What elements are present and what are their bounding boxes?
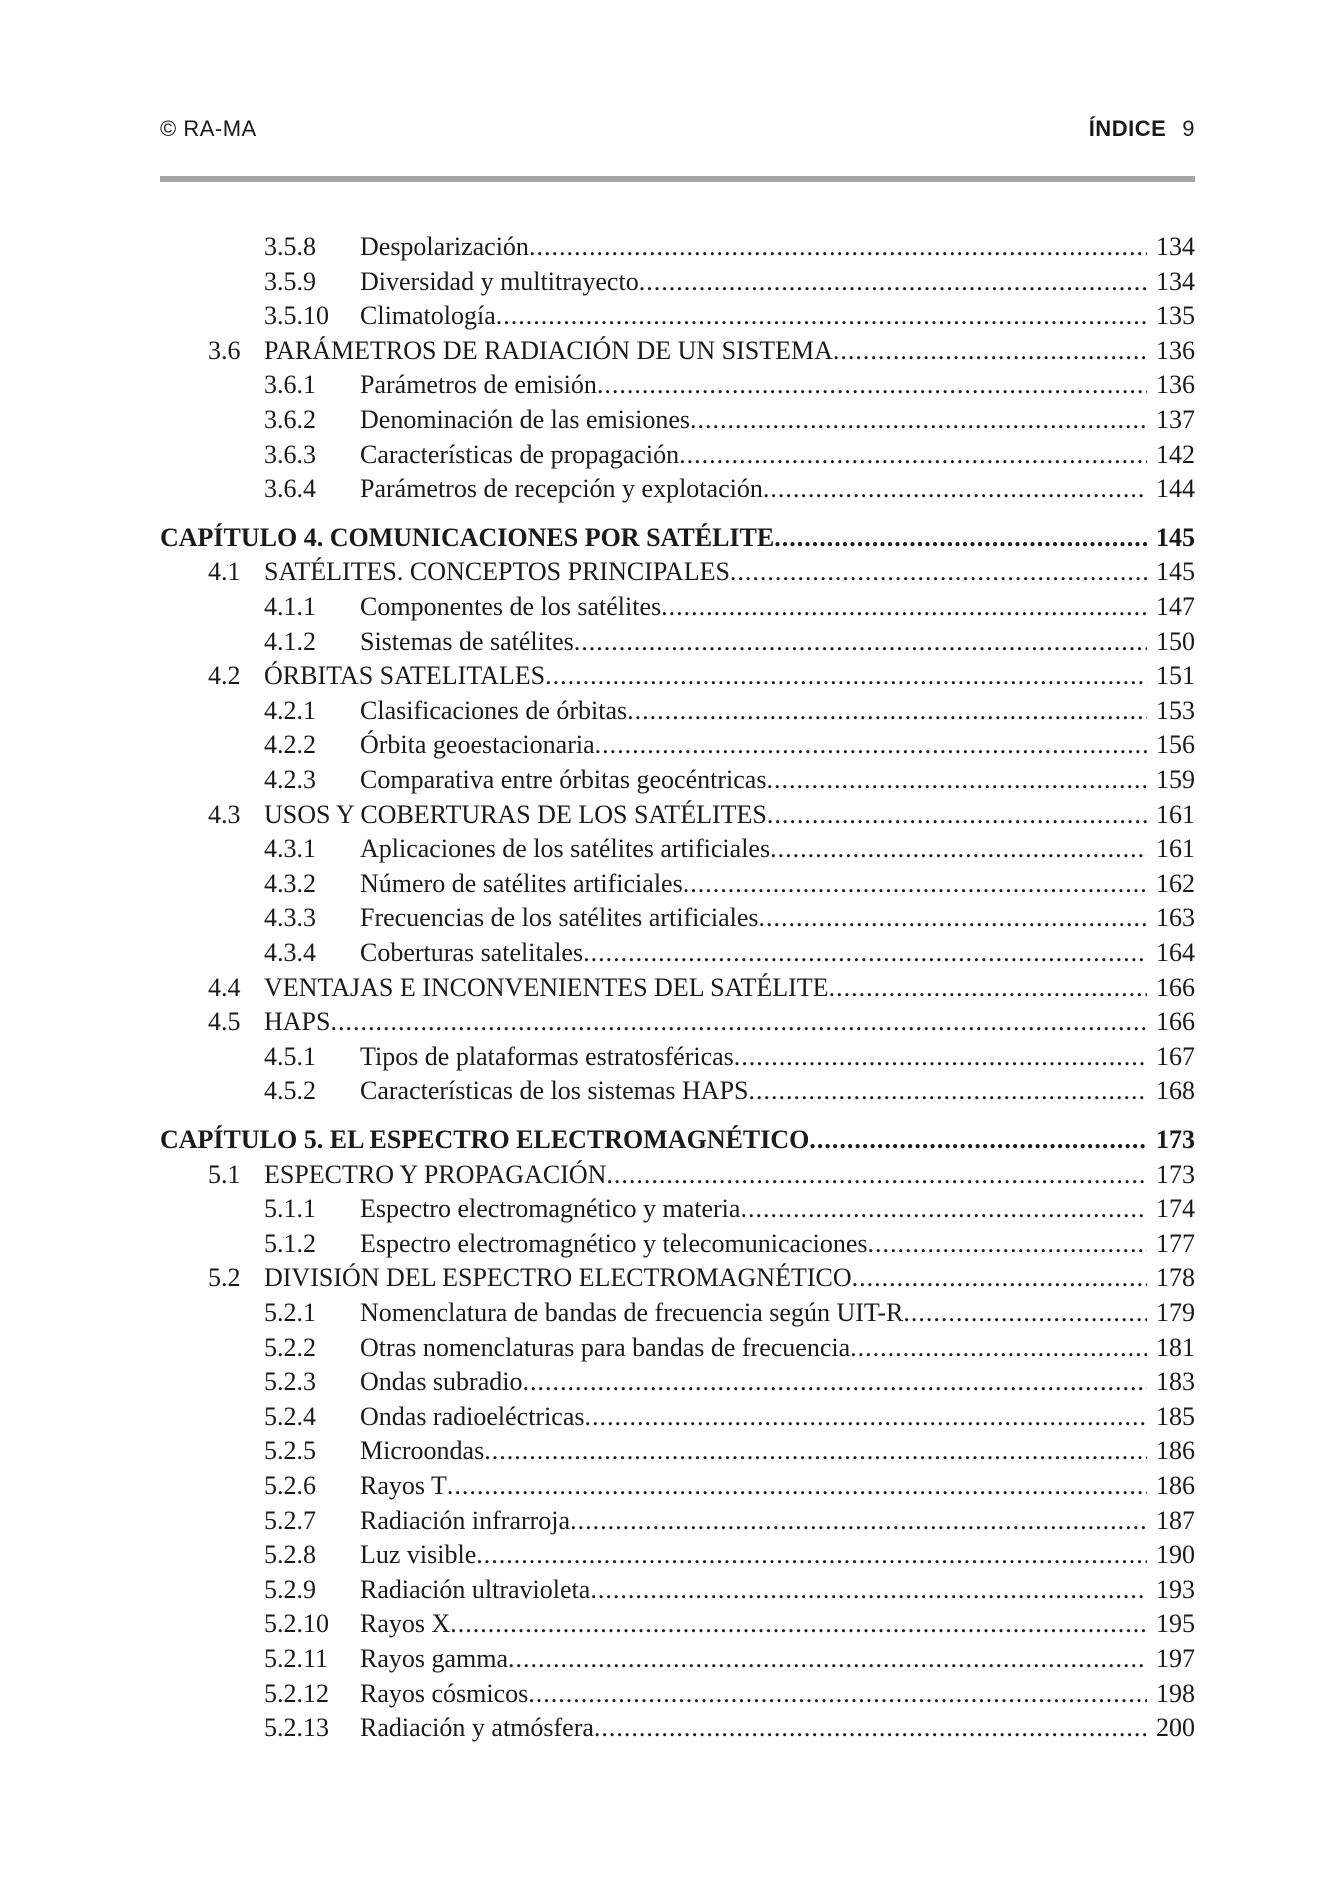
toc-entry-title	[264, 971, 1147, 1005]
dot-leader	[829, 971, 1147, 1005]
toc-entry-title	[264, 1005, 1147, 1039]
dot-leader	[594, 1711, 1147, 1745]
toc-entry-title	[160, 1123, 1147, 1157]
toc-entry-title	[360, 763, 1147, 797]
toc-entry-page: 136	[1156, 335, 1195, 365]
toc-entry-number: 5.1.2	[264, 1228, 316, 1258]
dot-leader	[766, 763, 1147, 797]
toc-entry-number: 4.2.1	[264, 695, 316, 725]
toc-subsection-entry	[0, 230, 1195, 264]
toc-entry-page: 159	[1156, 765, 1195, 794]
toc-entry-title-text: Nomenclatura de bandas de frecuencia según UIT-R	[360, 1298, 904, 1327]
toc-entry-page: 186	[1156, 1436, 1195, 1466]
toc-entry-title	[360, 1227, 1147, 1261]
toc-entry-page: 197	[1156, 1644, 1195, 1673]
toc-entry-title-text: Rayos X	[360, 1609, 451, 1639]
toc-entry-page: 134	[1156, 232, 1195, 261]
toc-subsection-entry	[0, 1469, 1195, 1503]
toc-entry-number: 4.1.1	[264, 592, 316, 621]
toc-entry-page: 174	[1156, 1194, 1195, 1224]
dot-leader	[545, 659, 1147, 693]
toc-subsection-entry	[0, 1504, 1195, 1538]
toc-section-entry	[0, 798, 1195, 832]
toc-subsection-entry	[0, 590, 1195, 624]
toc-entry-page: 190	[1156, 1540, 1195, 1570]
toc-entry-page: 147	[1156, 592, 1195, 621]
toc-entry-title	[360, 867, 1147, 901]
toc-entry-page: 186	[1156, 1471, 1195, 1500]
toc-subsection-entry	[0, 763, 1195, 797]
toc-entry-page: 144	[1156, 474, 1195, 504]
toc-entry-number: 4.2.2	[264, 730, 316, 760]
toc-entry-title	[360, 368, 1147, 402]
toc-entry-title	[360, 1040, 1147, 1074]
toc-entry-number: 4.3	[208, 799, 241, 829]
toc-entry-title-text: Radiación ultravioleta	[360, 1574, 591, 1604]
toc-section-entry	[0, 1158, 1195, 1192]
toc-entry-title-text: CAPÍTULO 5. EL ESPECTRO ELECTROMAGNÉTICO	[160, 1125, 810, 1154]
toc-entry-title-text: Radiación y atmósfera	[360, 1713, 594, 1743]
toc-subsection-entry	[0, 299, 1195, 333]
toc-entry-number: 3.6	[208, 335, 241, 365]
dot-leader	[585, 1400, 1147, 1434]
toc-entry-title-text: Características de los sistemas HAPS	[360, 1076, 749, 1106]
toc-entry-number: 5.2.3	[264, 1367, 316, 1397]
toc-entry-number: 5.2.6	[264, 1471, 316, 1500]
dot-leader	[595, 728, 1147, 762]
toc-entry-number: 5.2.1	[264, 1298, 316, 1327]
dot-leader	[852, 1261, 1147, 1295]
toc-entry-page: 151	[1156, 661, 1195, 691]
toc-entry-title	[360, 936, 1147, 970]
toc-entry-number: 4.3.4	[264, 938, 316, 967]
toc-entry-page: 173	[1156, 1159, 1195, 1189]
toc-entry-page: 135	[1156, 301, 1195, 331]
toc-entry-title-text: Luz visible	[360, 1540, 477, 1570]
dot-leader	[330, 1005, 1147, 1039]
toc-subsection-entry	[0, 728, 1195, 762]
toc-entry-title-text: Ondas subradio	[360, 1367, 523, 1397]
toc-entry-page: 162	[1156, 868, 1195, 898]
toc-entry-number: 4.3.3	[264, 903, 316, 933]
running-head	[1089, 116, 1195, 142]
toc-entry-title	[360, 472, 1147, 506]
toc-entry-title-text: ESPECTRO Y PROPAGACIÓN	[264, 1159, 607, 1189]
toc-subsection-entry	[0, 1677, 1195, 1711]
toc-entry-title-text: Aplicaciones de los satélites artificiales	[360, 834, 771, 864]
toc-entry-page: 142	[1156, 439, 1195, 469]
toc-entry-number: 4.2.3	[264, 765, 316, 794]
toc-subsection-entry	[0, 368, 1195, 402]
toc-entry-number: 3.5.9	[264, 266, 316, 296]
toc-entry-page: 168	[1156, 1076, 1195, 1106]
toc-entry-title	[360, 1365, 1147, 1399]
toc-entry-number: 5.2.8	[264, 1540, 316, 1570]
toc-section-entry	[0, 1261, 1195, 1295]
toc-entry-title-text: Sistemas de satélites	[360, 626, 574, 656]
toc-entry-number: 5.2.7	[264, 1505, 316, 1535]
toc-entry-title	[360, 299, 1147, 333]
toc-entry-title-text: ÓRBITAS SATELITALES	[264, 661, 546, 691]
toc-section-entry	[0, 555, 1195, 589]
toc-entry-title-text: VENTAJAS E INCONVENIENTES DEL SATÉLITE	[264, 972, 829, 1002]
toc-entry-page: 156	[1156, 730, 1195, 760]
toc-entry-number: 5.2.12	[264, 1678, 329, 1708]
dot-leader	[679, 438, 1147, 472]
dot-leader	[763, 472, 1147, 506]
toc-entry-page: 166	[1156, 972, 1195, 1002]
toc-entry-page: 200	[1156, 1713, 1195, 1743]
dot-leader	[850, 1331, 1147, 1365]
toc-entry-page: 153	[1156, 695, 1195, 725]
toc-entry-title	[360, 438, 1147, 472]
toc-entry-title	[360, 728, 1147, 762]
toc-entry-number: 4.1	[208, 557, 241, 587]
dot-leader	[627, 694, 1147, 728]
toc-entry-page: 163	[1156, 903, 1195, 933]
toc-subsection-entry	[0, 1400, 1195, 1434]
toc-entry-page: 178	[1156, 1263, 1195, 1293]
toc-entry-number: 5.1	[208, 1159, 241, 1189]
toc-subsection-entry	[0, 1331, 1195, 1365]
toc-entry-number: 5.2.11	[264, 1644, 329, 1673]
toc-entry-page: 134	[1156, 266, 1195, 296]
toc-entry-page: 137	[1156, 405, 1195, 434]
toc-entry-title-text: Denominación de las emisiones	[360, 405, 690, 434]
toc-entry-title	[264, 1158, 1147, 1192]
toc-entry-number: 5.2.9	[264, 1574, 316, 1604]
dot-leader	[528, 1677, 1147, 1711]
toc-chapter-entry	[0, 1123, 1195, 1157]
toc-subsection-entry	[0, 1711, 1195, 1745]
toc-subsection-entry	[0, 1642, 1195, 1676]
toc-subsection-entry	[0, 1192, 1195, 1226]
dot-leader	[759, 901, 1147, 935]
toc-entry-title-text: Características de propagación	[360, 439, 680, 469]
toc-entry-title-text: DIVISIÓN DEL ESPECTRO ELECTROMAGNÉTICO	[264, 1263, 852, 1293]
toc-entry-title	[264, 659, 1147, 693]
toc-entry-number: 3.6.4	[264, 474, 316, 504]
toc-entry-page: 187	[1156, 1505, 1195, 1535]
toc-entry-page: 145	[1156, 557, 1195, 587]
dot-leader	[903, 1296, 1147, 1330]
toc-entry-number: 4.3.2	[264, 868, 316, 898]
toc-entry-title-text: Frecuencias de los satélites artificiales	[360, 903, 759, 933]
toc-entry-title	[360, 1434, 1147, 1468]
toc-entry-title-text: Clasificaciones de órbitas	[360, 695, 628, 725]
dot-leader	[734, 1040, 1147, 1074]
toc-entry-title	[360, 1607, 1147, 1641]
dot-leader	[574, 625, 1147, 659]
toc-entry-title-text: SATÉLITES. CONCEPTOS PRINCIPALES	[264, 557, 730, 587]
toc-entry-number: 5.2	[208, 1263, 241, 1293]
toc-entry-title-text: Microondas	[360, 1436, 485, 1466]
toc-entry-title-text: Coberturas satelitales	[360, 938, 584, 967]
dot-leader	[833, 334, 1147, 368]
toc-subsection-entry	[0, 1573, 1195, 1607]
toc-subsection-entry	[0, 625, 1195, 659]
toc-entry-title	[264, 555, 1147, 589]
toc-subsection-entry	[0, 1434, 1195, 1468]
toc-entry-title-text: Número de satélites artificiales	[360, 868, 683, 898]
toc-entry-title	[360, 832, 1147, 866]
toc-entry-number: 5.2.10	[264, 1609, 329, 1639]
toc-entry-title-text: Rayos T	[360, 1471, 447, 1500]
toc-entry-title-text: Componentes de los satélites	[360, 592, 662, 621]
toc-entry-number: 5.1.1	[264, 1194, 316, 1224]
toc-entry-title	[264, 798, 1147, 832]
toc-entry-title	[360, 625, 1147, 659]
toc-entry-title	[360, 1711, 1147, 1745]
toc-subsection-entry	[0, 1040, 1195, 1074]
toc-entry-title-text: Diversidad y multitrayecto	[360, 266, 639, 296]
toc-entry-title	[360, 1538, 1147, 1572]
toc-entry-page: 198	[1156, 1678, 1195, 1708]
toc-entry-title	[360, 1296, 1147, 1330]
toc-entry-title-text: Parámetros de emisión	[360, 370, 597, 400]
toc-entry-title-text: Otras nomenclaturas para bandas de frecuencia	[360, 1332, 851, 1362]
toc-subsection-entry	[0, 1074, 1195, 1108]
dot-leader	[484, 1434, 1147, 1468]
toc-entry-title-text: USOS Y COBERTURAS DE LOS SATÉLITES	[264, 799, 767, 829]
dot-leader	[450, 1607, 1147, 1641]
toc-entry-title-text: CAPÍTULO 4. COMUNICACIONES POR SATÉLITE	[160, 522, 775, 552]
toc-entry-number: 3.5.10	[264, 301, 329, 331]
toc-section-entry	[0, 1005, 1195, 1039]
toc-subsection-entry	[0, 265, 1195, 299]
toc-entry-number: 5.2.13	[264, 1713, 329, 1743]
toc-entry-page: 161	[1156, 799, 1195, 829]
toc-entry-page: 161	[1156, 834, 1195, 864]
toc-subsection-entry	[0, 901, 1195, 935]
toc-subsection-entry	[0, 936, 1195, 970]
toc-section-entry	[0, 334, 1195, 368]
toc-entry-number: 5.2.5	[264, 1436, 316, 1466]
dot-leader	[476, 1538, 1147, 1572]
toc-entry-title-text: Tipos de plataformas estratosféricas	[360, 1041, 734, 1071]
toc-entry-number: 4.3.1	[264, 834, 316, 864]
toc-entry-title	[360, 1331, 1147, 1365]
toc-entry-title-text: Ondas radioeléctricas	[360, 1401, 585, 1431]
toc-entry-title	[360, 265, 1147, 299]
toc-entry-page: 173	[1156, 1125, 1195, 1154]
toc-entry-title-text: PARÁMETROS DE RADIACIÓN DE UN SISTEMA	[264, 335, 833, 365]
dot-leader	[508, 1642, 1147, 1676]
toc-entry-title	[360, 1642, 1147, 1676]
dot-leader	[683, 867, 1147, 901]
toc-entry-title-text: Climatología	[360, 301, 496, 331]
toc-subsection-entry	[0, 1227, 1195, 1261]
dot-leader	[690, 403, 1147, 437]
toc-entry-title-text: Espectro electromagnético y materia	[360, 1194, 741, 1224]
toc-subsection-entry	[0, 1365, 1195, 1399]
toc-entry-page: 150	[1156, 626, 1195, 656]
dot-leader	[661, 590, 1147, 624]
toc-entry-page: 164	[1156, 938, 1195, 967]
page-header	[160, 112, 1195, 152]
dot-leader	[774, 521, 1147, 555]
toc-entry-title-text: Parámetros de recepción y explotación	[360, 474, 763, 504]
toc-entry-title	[360, 901, 1147, 935]
toc-subsection-entry	[0, 472, 1195, 506]
toc-entry-title-text: HAPS	[264, 1007, 331, 1037]
toc-entry-number: 4.5.1	[264, 1041, 316, 1071]
dot-leader	[809, 1123, 1147, 1157]
toc-entry-title-text: Rayos gamma	[360, 1644, 509, 1673]
dot-leader	[529, 230, 1147, 264]
toc-entry-number: 5.2.4	[264, 1401, 316, 1431]
dot-leader	[606, 1158, 1147, 1192]
dot-leader	[749, 1074, 1148, 1108]
toc-entry-title	[160, 521, 1147, 555]
toc-entry-page: 166	[1156, 1007, 1195, 1037]
toc-entry-title	[360, 1400, 1147, 1434]
toc-entry-number: 4.2	[208, 661, 241, 691]
toc-entry-number: 4.4	[208, 972, 241, 1002]
toc-entry-title	[360, 1677, 1147, 1711]
toc-entry-page: 179	[1156, 1298, 1195, 1327]
toc-entry-title-text: Rayos cósmicos	[360, 1678, 529, 1708]
dot-leader	[590, 1573, 1147, 1607]
dot-leader	[583, 936, 1147, 970]
toc-entry-title	[360, 403, 1147, 437]
dot-leader	[597, 368, 1147, 402]
toc-entry-title	[360, 1074, 1147, 1108]
toc-entry-number: 3.5.8	[264, 232, 316, 261]
toc-subsection-entry	[0, 867, 1195, 901]
dot-leader	[570, 1504, 1147, 1538]
toc-subsection-entry	[0, 694, 1195, 728]
toc-entry-page: 193	[1156, 1574, 1195, 1604]
header-rule	[160, 176, 1195, 182]
dot-leader	[730, 555, 1147, 589]
toc-entry-page: 177	[1156, 1228, 1195, 1258]
toc-entry-page: 181	[1156, 1332, 1195, 1362]
toc-subsection-entry	[0, 1538, 1195, 1572]
dot-leader	[767, 798, 1147, 832]
toc-entry-title	[264, 1261, 1147, 1295]
toc-entry-number: 3.6.2	[264, 405, 316, 434]
toc-entry-number: 3.6.3	[264, 439, 316, 469]
toc-subsection-entry	[0, 1296, 1195, 1330]
dot-leader	[740, 1192, 1147, 1226]
toc-entry-number: 4.5	[208, 1007, 241, 1037]
toc-entry-title-text: Órbita geoestacionaria	[360, 730, 595, 760]
toc-subsection-entry	[0, 1607, 1195, 1641]
toc-entry-page: 167	[1156, 1041, 1195, 1071]
toc-entry-page: 145	[1156, 522, 1195, 552]
toc-entry-number: 4.1.2	[264, 626, 316, 656]
section-label: ÍNDICE	[1088, 116, 1167, 141]
toc-entry-number: 5.2.2	[264, 1332, 316, 1362]
toc-entry-title-text: Radiación infrarroja	[360, 1505, 571, 1535]
toc-subsection-entry	[0, 438, 1195, 472]
toc-entry-page: 183	[1156, 1367, 1195, 1397]
toc-entry-title	[360, 230, 1147, 264]
dot-leader	[447, 1469, 1147, 1503]
toc-entry-title-text: Despolarización	[360, 232, 529, 261]
toc-entry-title	[264, 334, 1147, 368]
toc-entry-page: 185	[1156, 1401, 1195, 1431]
dot-leader	[522, 1365, 1147, 1399]
toc-entry-title	[360, 694, 1147, 728]
toc-entry-number: 4.5.2	[264, 1076, 316, 1106]
dot-leader	[639, 265, 1147, 299]
toc-section-entry	[0, 971, 1195, 1005]
dot-leader	[770, 832, 1147, 866]
toc-entry-title	[360, 1192, 1147, 1226]
toc-subsection-entry	[0, 403, 1195, 437]
toc-entry-title-text: Comparativa entre órbitas geocéntricas	[360, 765, 767, 794]
publisher-mark: © RA-MA	[160, 116, 257, 141]
toc-chapter-entry	[0, 521, 1195, 555]
toc-entry-page: 195	[1156, 1609, 1195, 1639]
dot-leader	[496, 299, 1147, 333]
toc-entry-title	[360, 1469, 1147, 1503]
toc-subsection-entry	[0, 832, 1195, 866]
toc-entry-title	[360, 1573, 1147, 1607]
toc-entry-number: 3.6.1	[264, 370, 316, 400]
toc-entry-title	[360, 590, 1147, 624]
toc-entry-page: 136	[1156, 370, 1195, 400]
dot-leader	[868, 1227, 1148, 1261]
page-number: 9	[1182, 116, 1195, 141]
toc-entry-title-text: Espectro electromagnético y telecomunicaciones	[360, 1228, 868, 1258]
toc-section-entry	[0, 659, 1195, 693]
toc-entry-title	[360, 1504, 1147, 1538]
